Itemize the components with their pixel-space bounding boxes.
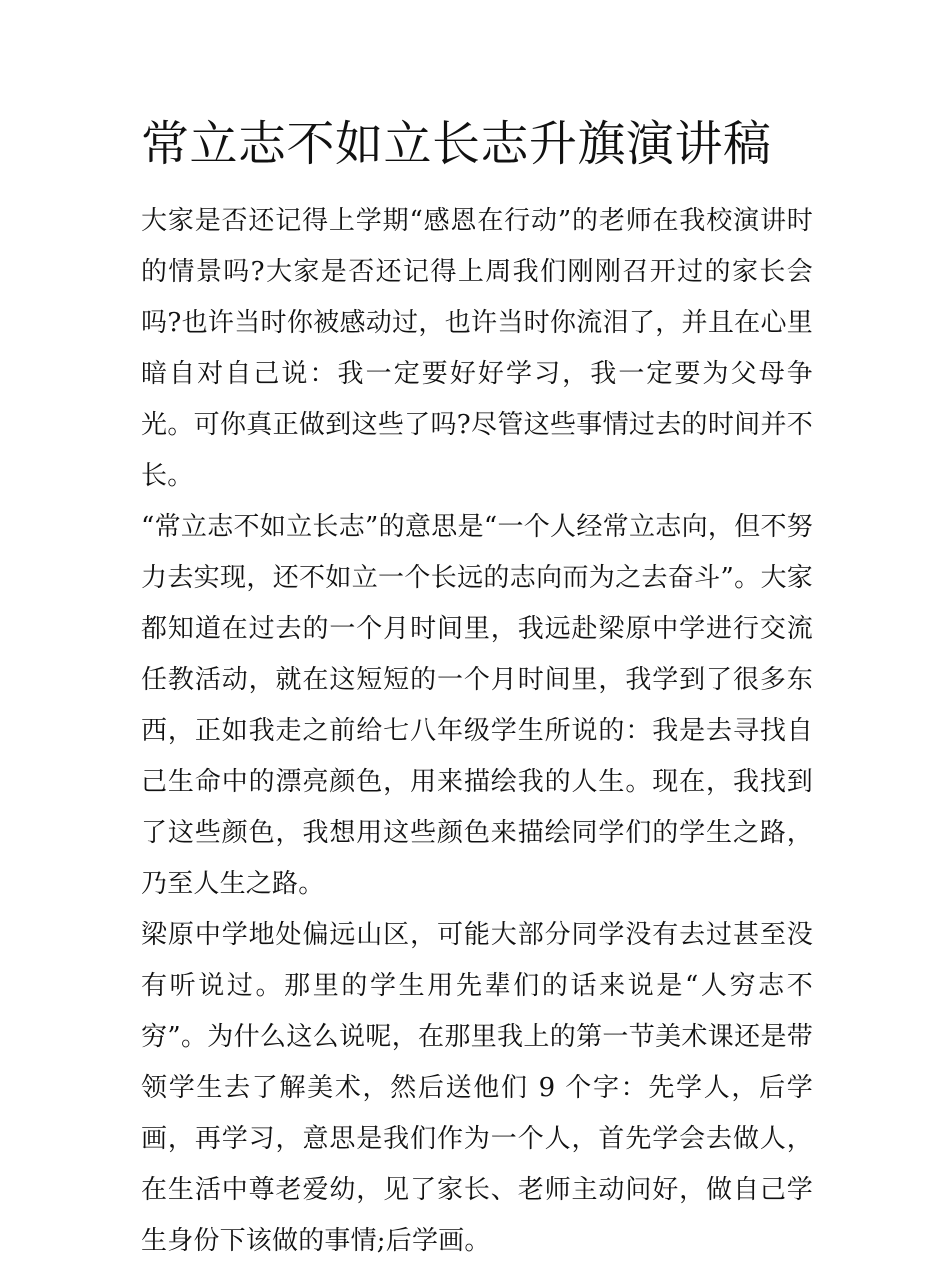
paragraph-2: “常立志不如立长志”的意思是“一个人经常立志向，但不努力去实现，还不如立一个长远的志向而为之去奋斗”。大家都知道在过去的一个月时间里，我远赴梁原中学进行交流任教活动，就在这短短的一个月时间里，我学到了很多东西，正如我走之前给七八年级学生所说的：我是去寻找自己生命中的漂亮颜色，用来描绘我的人生。现在，我找到了这些颜色，我想用这些颜色来描绘同学们的学生之路，乃至人生之路。	[141, 512, 813, 899]
document-body	[141, 196, 813, 1267]
paragraph-3: 梁原中学地处偏远山区，可能大部分同学没有去过甚至没有听说过。那里的学生用先辈们的话来说是“人穷志不穷”。为什么这么说呢，在那里我上的第一节美术课还是带领学生去了解美术，然后送他们 9 个字：先学人，后学画，再学习，意思是我们作为一个人，首先学会去做人，在生活中尊老爱幼，见了家长、老师主动问好，做自己学生身份下该做的事情;后学画。	[141, 920, 813, 1256]
paragraph-1: 大家是否还记得上学期“感恩在行动”的老师在我校演讲时的情景吗?大家是否还记得上周我们刚刚召开过的家长会吗?也许当时你被感动过，也许当时你流泪了，并且在心里暗自对自己说：我一定要好好学习，我一定要为父母争光。可你真正做到这些了吗?尽管这些事情过去的时间并不长。	[141, 206, 813, 491]
document-title: 常立志不如立长志升旗演讲稿	[141, 116, 772, 172]
